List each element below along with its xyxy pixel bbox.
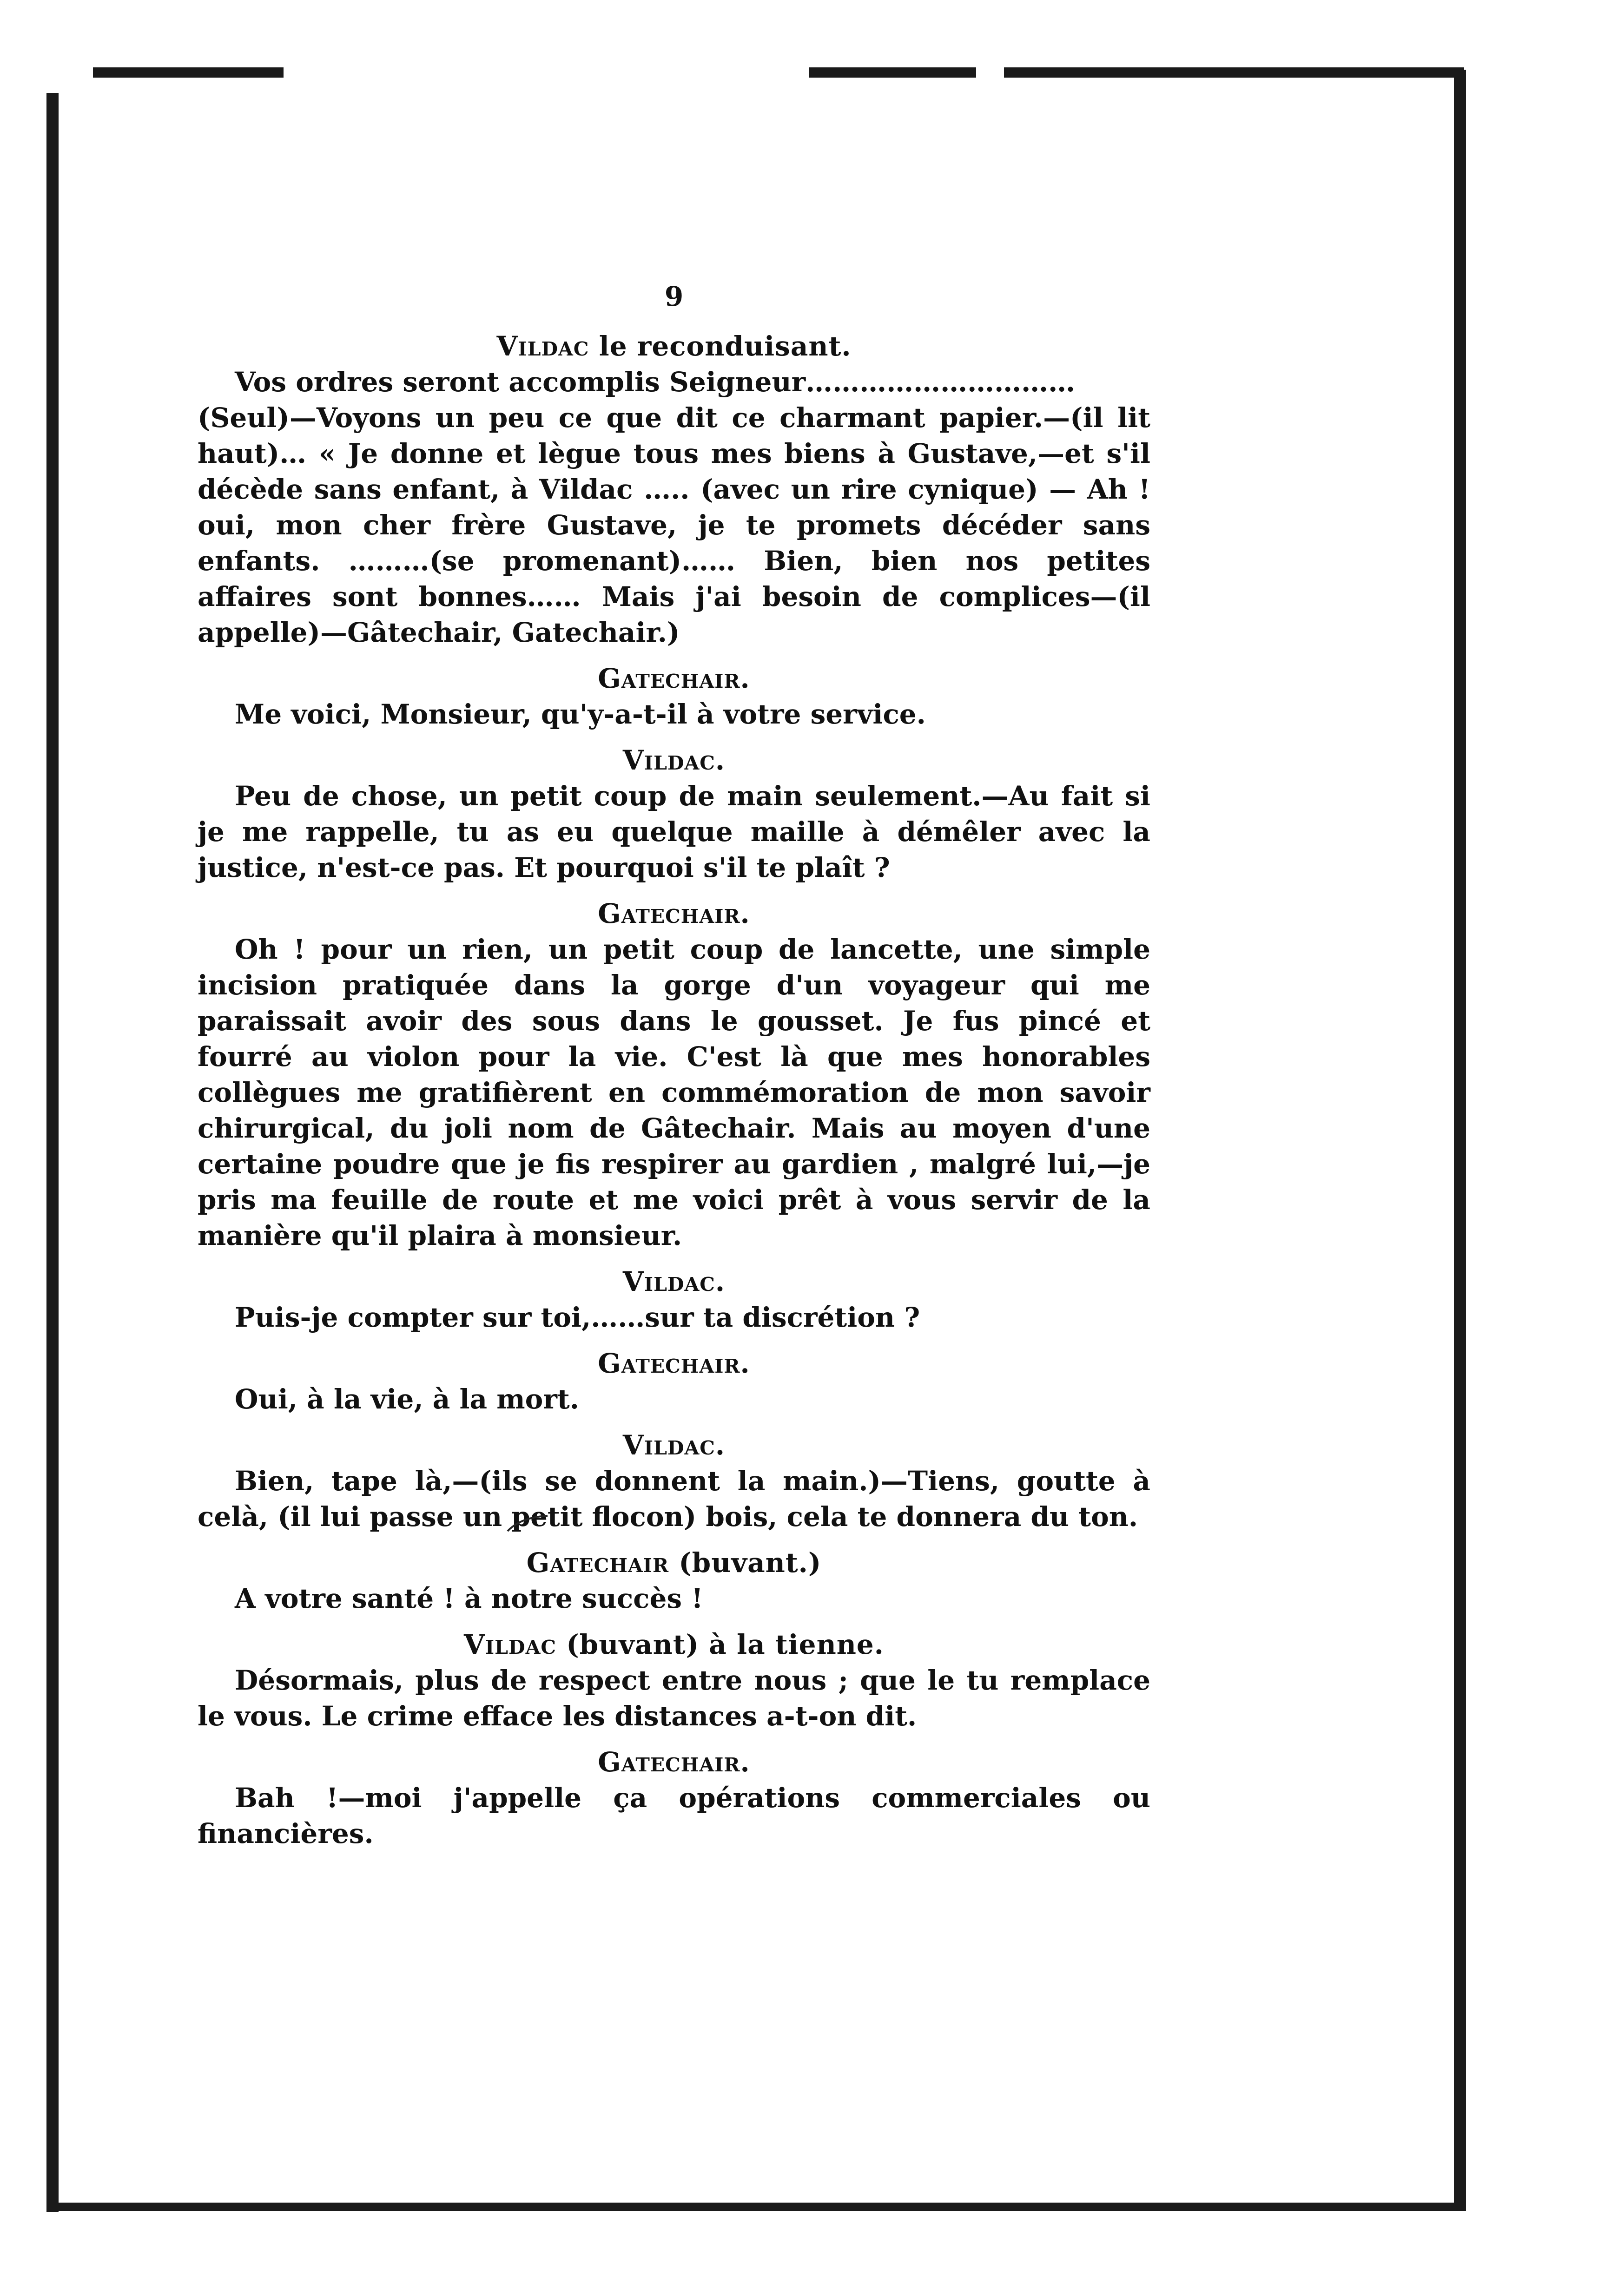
speaker-heading: [198, 1346, 1150, 1382]
speech-text: Oh ! pour un rien, un petit coup de lancette, une simple incision pratiquée dans la gorge d'un voyageur qui me paraissait avoir des sous dans le gousset. Je fus pincé et fourré au violon pour la vie. C'est là que mes honorables collègues me gratifièrent en commémoration de mon savoir chirurgical, du joli nom de Gâtechair. Mais au moyen d'une certaine poudre que je fis respirer au gardien , malgré lui,—je pris ma feuille de route et me voici prêt à vous servir de la manière qu'il plaira à monsieur.: [198, 934, 1150, 1251]
page-frame-top-border: [1004, 67, 1464, 78]
stage-direction: (buvant.): [679, 1547, 822, 1579]
speaker-heading: [198, 1545, 1150, 1581]
speaker-heading: [198, 661, 1150, 697]
speaker-name: Vildac.: [622, 1266, 726, 1297]
stage-direction: le reconduisant.: [599, 330, 852, 362]
page-frame-top-border: [93, 67, 284, 78]
page-body: [198, 279, 1150, 1852]
speaker-name: Vildac.: [622, 1429, 726, 1461]
speech-text: A votre santé ! à notre succès !: [235, 1583, 703, 1614]
speech-text: Bien, tape là,—(ils se donnent la main.)—Tiens, goutte à celà, (il lui passe un petit flocon) bois, cela te donnera du ton.: [198, 1465, 1150, 1533]
speaker-name: Vildac.: [622, 744, 726, 776]
speaker-name: Gatechair.: [598, 663, 750, 694]
stage-direction: (buvant) à la tienne.: [566, 1629, 884, 1660]
speaker-name: Vildac: [464, 1629, 557, 1660]
speech-text: Bah !—moi j'appelle ça opérations commerciales ou financières.: [198, 1782, 1150, 1849]
speaker-name: Gatechair.: [598, 1348, 750, 1379]
speaker-heading: [198, 743, 1150, 778]
speaker-heading: [198, 1744, 1150, 1780]
speaker-name: Gatechair: [526, 1547, 669, 1579]
speaker-heading: [198, 1264, 1150, 1300]
page-number: 9: [664, 281, 684, 312]
speaker-heading: [198, 1627, 1150, 1663]
speaker-name: Gatechair.: [598, 898, 750, 929]
speech-text: Oui, à la vie, à la mort.: [235, 1383, 579, 1415]
pen-check-mark-icon: [507, 1515, 548, 1533]
speaker-name: Gatechair.: [598, 1746, 750, 1778]
speech-text: Me voici, Monsieur, qu'y-a-t-il à votre service.: [235, 698, 926, 730]
speech-text: Peu de chose, un petit coup de main seulement.—Au fait si je me rappelle, tu as eu quelque maille à démêler avec la justice, n'est-ce pas. Et pourquoi s'il te plaît ?: [198, 780, 1150, 883]
speech-text: (Seul)—Voyons un peu ce que dit ce charmant papier.—(il lit haut)… « Je donne et lègue tous mes biens à Gustave,—et s'il décède sans enfant, à Vildac ….. (avec un rire cynique) — Ah ! oui, mon cher frère Gustave, je te promets décéder sans enfants. ………(se promenant)…… Bien, bien nos petites affaires sont bonnes…… Mais j'ai besoin de complices—(il appelle)—Gâtechair, Gatechair.): [198, 402, 1150, 648]
speech-text: Vos ordres seront accomplis Seigneur…………………………: [235, 366, 1076, 398]
speaker-name: Vildac: [496, 330, 589, 362]
page-frame-right-border: [1454, 70, 1466, 2207]
speech-text: Puis-je compter sur toi,……sur ta discrétion ?: [235, 1302, 920, 1333]
speaker-heading: [198, 896, 1150, 932]
speech-text: Désormais, plus de respect entre nous ; que le tu remplace le vous. Le crime efface les distances a-t-on dit.: [198, 1664, 1150, 1732]
speaker-heading: [198, 1428, 1150, 1463]
speaker-heading: [198, 329, 1150, 364]
page-frame-bottom-border: [46, 2203, 1466, 2211]
page-frame-left-border: [46, 93, 59, 2212]
page-frame-top-border: [809, 67, 976, 78]
